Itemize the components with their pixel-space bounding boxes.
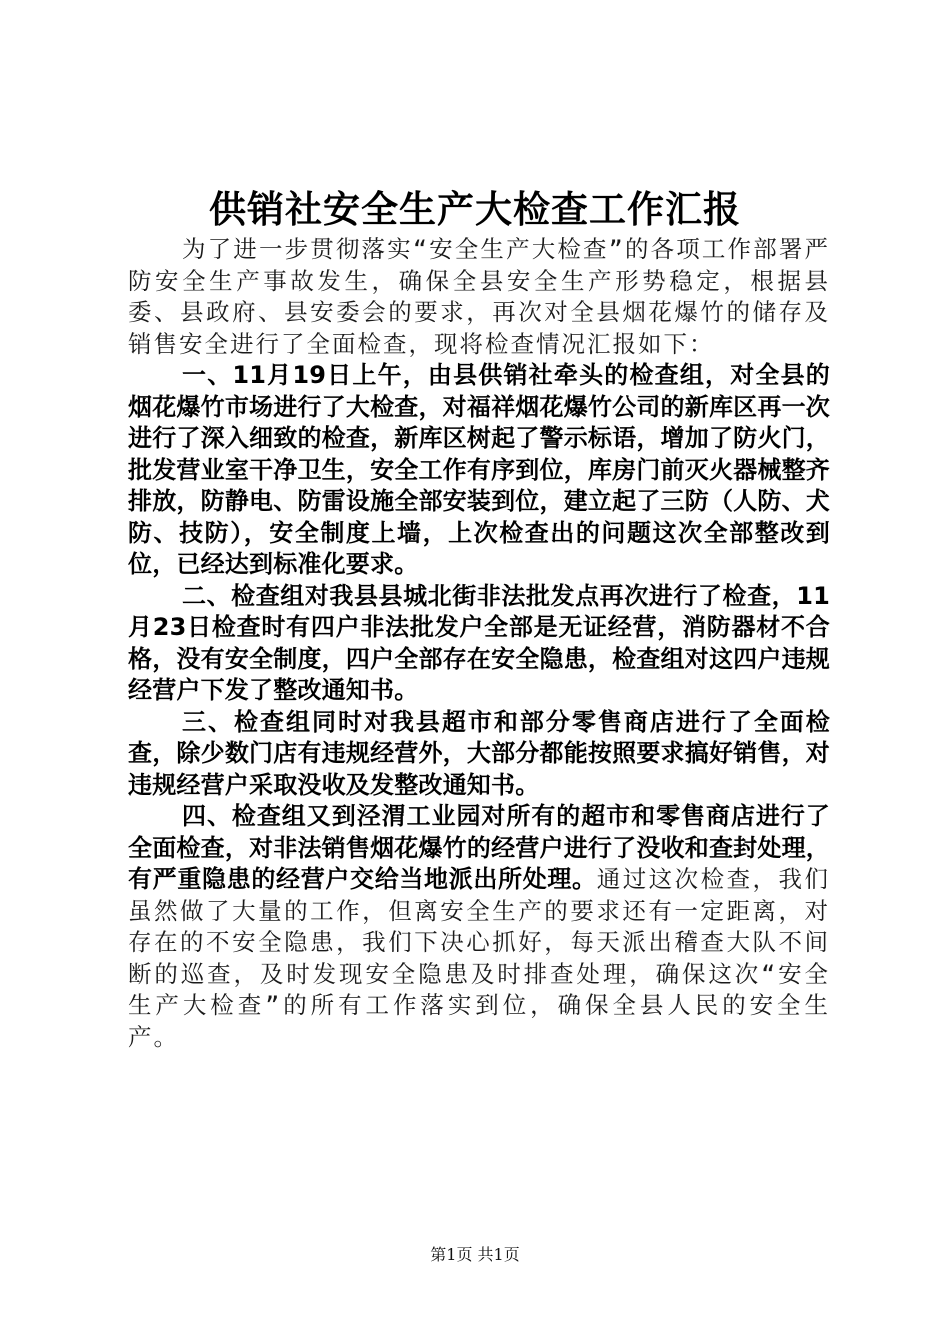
section-paragraph-2: 二、检查组对我县县城北街非法批发点再次进行了检查，11月23日检查时有四户非法批发户全部是无证经营，消防器材不合格，没有安全制度，四户全部存在安全隐患，检查组对这四户违规经营户下发了整改通知书。 (128, 581, 830, 704)
section-4-text: 四、检查组又到泾渭工业园对所有的超市和零售商店进行了全面检查，对非法销售烟花爆竹的经营户进行了没收和查封处理，有严重隐患的经营户交给当地派出所处理。 (128, 802, 830, 893)
section-paragraph-3: 三、检查组同时对我县超市和部分零售商店进行了全面检查，除少数门店有违规经营外，大部分都能按照要求搞好销售，对违规经营户采取没收及发整改通知书。 (128, 707, 830, 799)
intro-paragraph: 为了进一步贯彻落实“安全生产大检查”的各项工作部署严防安全生产事故发生，确保全县安全生产形势稳定，根据县委、县政府、县安委会的要求，再次对全县烟花爆竹的储存及销售安全进行了全面检查，现将检查情况汇报如下： (128, 235, 830, 358)
document-body (128, 234, 830, 1053)
document-title: 供销社安全生产大检查工作汇报 (209, 187, 741, 231)
page-footer: 第1页 共1页 (430, 1245, 520, 1264)
section-paragraph-1: 一、11月19日上午，由县供销社牵头的检查组，对全县的烟花爆竹市场进行了大检查，对福祥烟花爆竹公司的新库区再一次进行了深入细致的检查，新库区树起了警示标语，增加了防火门，批发营业室干净卫生，安全工作有序到位，库房门前灭火器械整齐排放，防静电、防雷设施全部安装到位，建立起了三防（人防、犬防、技防），安全制度上墙，上次检查出的问题这次全部整改到位，已经达到标准化要求。 (128, 361, 830, 578)
closing-text: 通过这次检查，我们虽然做了大量的工作，但离安全生产的要求还有一定距离，对存在的不安全隐患，我们下决心抓好，每天派出稽查大队不间断的巡查，及时发现安全隐患及时排查处理，确保这次“安全生产大检查”的所有工作落实到位，确保全县人民的安全生产。 (128, 865, 830, 1051)
section-paragraph-4 (128, 801, 830, 1053)
